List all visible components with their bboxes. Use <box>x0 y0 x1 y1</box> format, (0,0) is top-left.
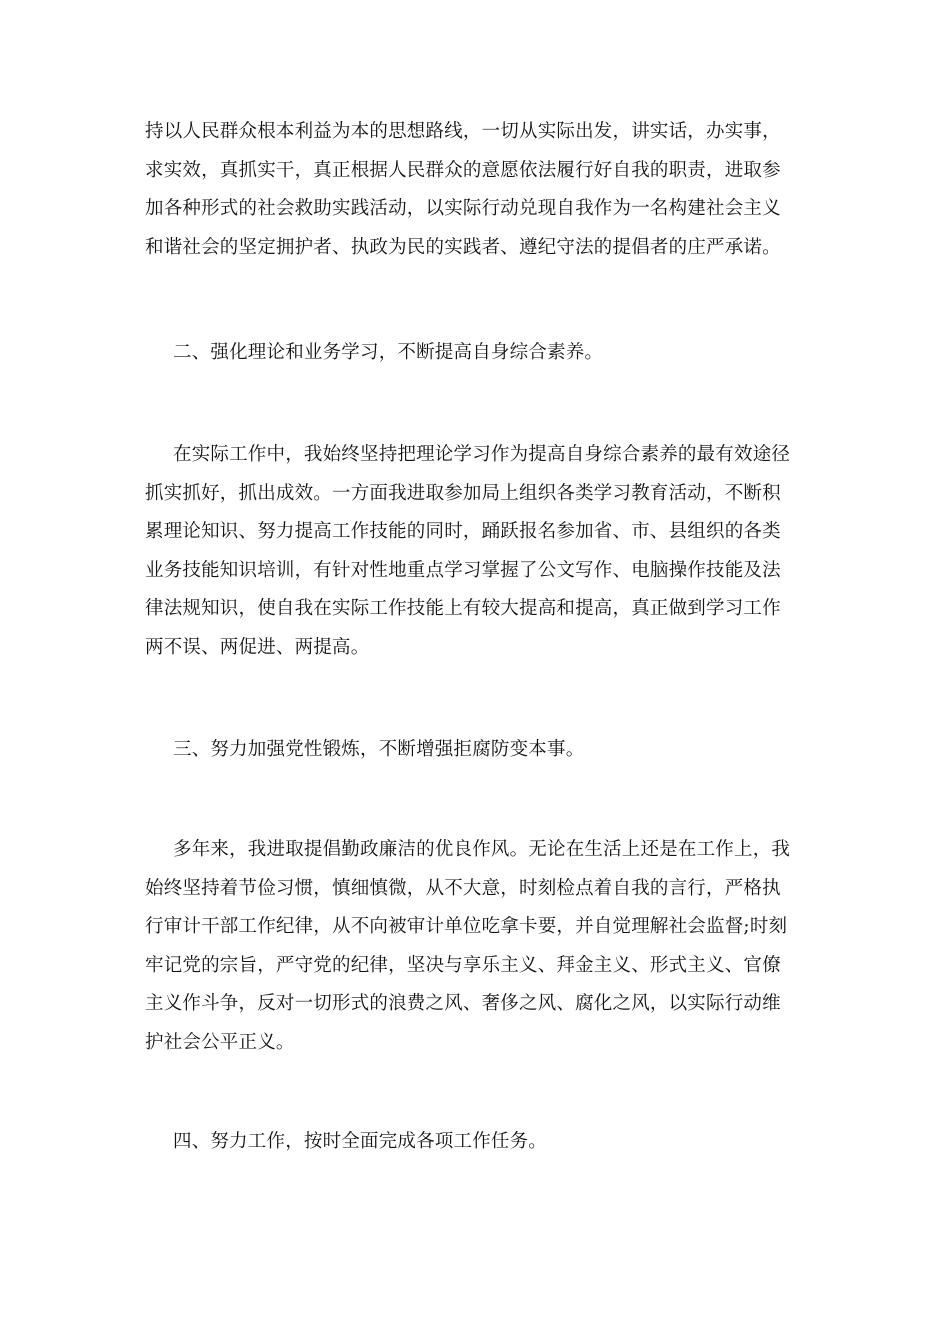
section-heading-2 <box>145 334 810 373</box>
paragraph-intro-continuation <box>145 113 810 267</box>
text-line: 两不误、两促进、两提高。 <box>145 636 370 658</box>
text-line: 抓实抓好，抓出成效。一方面我进取参加局上组织各类学习教育活动，不断积 <box>145 482 781 504</box>
text-line: 累理论知识、努力提高工作技能的同时，踊跃报名参加省、市、县组织的各类 <box>145 521 781 542</box>
text-line: 加各种形式的社会救助实践活动，以实际行动兑现自我作为一名构建社会主义 <box>145 198 781 219</box>
heading-text: 二、强化理论和业务学习，不断提高自身综合素养。 <box>173 342 604 363</box>
text-line: 多年来，我进取提倡勤政廉洁的优良作风。无论在生活上还是在工作上，我 <box>173 839 791 860</box>
paragraph-section-3 <box>145 831 810 1062</box>
text-line: 始终坚持着节俭习惯，慎细慎微，从不大意，时刻检点着自我的言行，严格执 <box>145 877 781 899</box>
text-line: 护社会公平正义。 <box>145 1031 295 1053</box>
text-line: 牢记党的宗旨，严守党的纪律，坚决与享乐主义、拜金主义、形式主义、官僚 <box>145 954 781 976</box>
section-heading-3 <box>145 731 810 770</box>
text-line: 和谐社会的坚定拥护者、执政为民的实践者、遵纪守法的提倡者的庄严承诺。 <box>145 236 781 258</box>
text-line: 求实效，真抓实干，真正根据人民群众的意愿依法履行好自我的职责，进取参 <box>145 159 781 181</box>
text-line: 律法规知识，使自我在实际工作技能上有较大提高和提高，真正做到学习工作 <box>145 598 781 619</box>
text-line: 业务技能知识培训，有针对性地重点学习掌握了公文写作、电脑操作技能及法 <box>145 559 781 581</box>
paragraph-section-2 <box>145 436 810 667</box>
text-line: 持以人民群众根本利益为本的思想路线，一切从实际出发，讲实话，办实事， <box>145 121 781 142</box>
heading-text: 四、努力工作，按时全面完成各项工作任务。 <box>173 1131 548 1152</box>
text-line: 在实际工作中，我始终坚持把理论学习作为提高自身综合素养的最有效途径 <box>173 444 791 465</box>
section-heading-4 <box>145 1123 810 1162</box>
text-line: 行审计干部工作纪律，从不向被审计单位吃拿卡要，并自觉理解社会监督;时刻 <box>145 916 788 937</box>
heading-text: 三、努力加强党性锻炼，不断增强拒腐防变本事。 <box>173 739 585 760</box>
text-line: 主义作斗争，反对一切形式的浪费之风、奢侈之风、腐化之风，以实际行动维 <box>145 993 781 1014</box>
